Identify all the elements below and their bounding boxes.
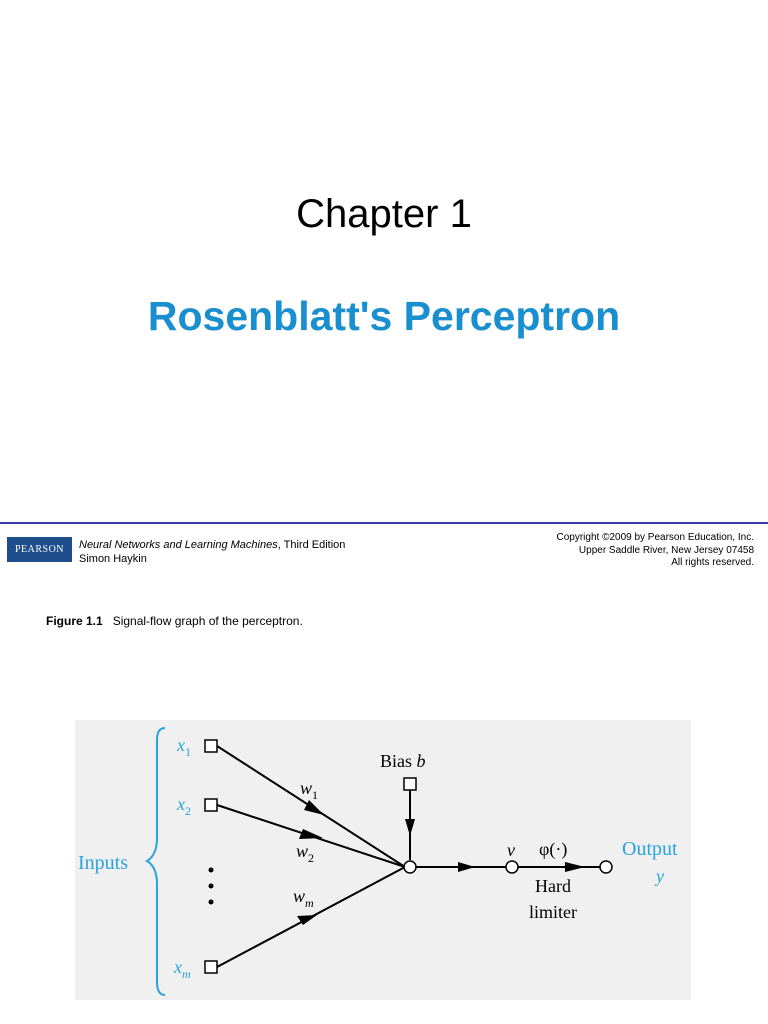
input-node-x1 (205, 740, 217, 752)
ellipsis-dot (209, 868, 214, 873)
phi-label: φ(·) (539, 839, 568, 859)
arrow-hard-limiter (565, 862, 585, 872)
figure-label: Figure 1.1 (46, 614, 103, 628)
signal-flow-graph (75, 720, 691, 1000)
weight-w2-label: $w_2$ (296, 841, 315, 865)
ellipsis-dot (209, 900, 214, 905)
copyright-line: Copyright ©2009 by Pearson Education, Inc. (556, 532, 754, 543)
pearson-logo: PEARSON (7, 537, 72, 562)
v-node (506, 861, 518, 873)
copyright-line: All rights reserved. (671, 557, 754, 568)
ellipsis-dot (209, 884, 214, 889)
book-title: Neural Networks and Learning Machines (79, 539, 278, 551)
chapter-title: Chapter 1 (296, 192, 472, 236)
input-node-x2 (205, 799, 217, 811)
book-edition: , Third Edition (277, 539, 346, 551)
perceptron-figure (75, 720, 691, 1000)
arrow-bias (405, 819, 415, 836)
figure-caption (46, 614, 303, 628)
output-var-label: y (656, 866, 664, 886)
inputs-label: Inputs (78, 852, 128, 874)
bias-node (404, 778, 416, 790)
v-label: v (507, 840, 515, 860)
output-node (600, 861, 612, 873)
book-info (79, 538, 345, 566)
weight-w1-label: $w_1$ (300, 778, 319, 802)
bias-label: Bias b (380, 751, 426, 771)
input-xm-label: $x_m$ (174, 957, 191, 981)
inputs-brace (147, 728, 165, 995)
arrow-w2 (299, 829, 323, 839)
summing-node (404, 861, 416, 873)
figure-caption-text: Signal-flow graph of the perceptron. (112, 614, 303, 628)
arrow-w1 (304, 800, 324, 815)
input-node-xm (205, 961, 217, 973)
arrow-sum-to-v (458, 862, 475, 872)
footer-divider (0, 522, 768, 524)
chapter-subtitle: Rosenblatt's Perceptron (147, 293, 621, 339)
copyright-notice (557, 532, 755, 570)
input-x2-label: $x_2$ (177, 794, 191, 818)
input-x1-label: $x_1$ (177, 735, 191, 759)
weight-wm-label: $w_m$ (293, 886, 314, 910)
book-author: Simon Haykin (79, 553, 147, 565)
copyright-line: Upper Saddle River, New Jersey 07458 (578, 544, 754, 556)
output-label: Output (622, 838, 678, 860)
hard-label: Hard (535, 876, 571, 896)
limiter-label: limiter (529, 902, 577, 922)
